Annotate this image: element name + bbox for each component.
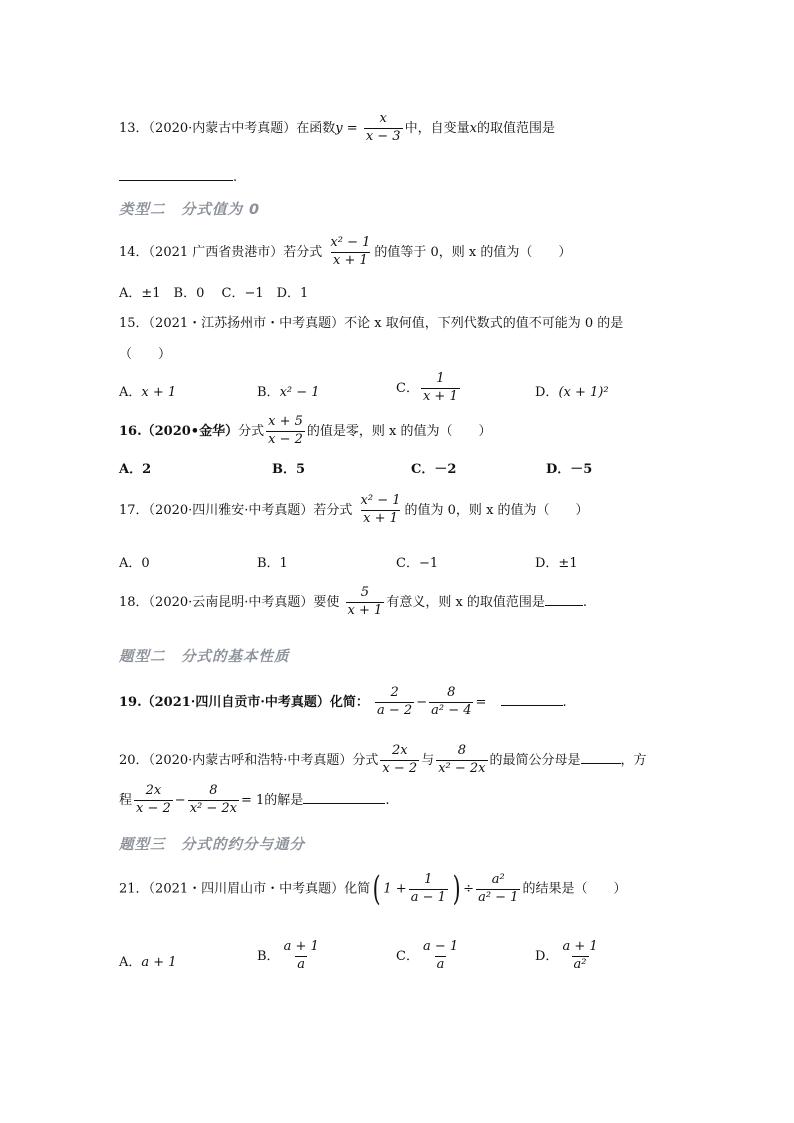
q20-eq-fraction-2: $\frac{8}{\text{x² − 2x}}$ [189, 783, 237, 816]
q14-fraction: $\frac{\text{x² − 1}}{x + 1}$ [330, 235, 371, 268]
question-21: 21．（2021・四川眉山市・中考真题）化简( 1 + $\frac{1}{a - 1}$ ) ÷ $\frac{\text{a²}}{\text{a² − 1}}$ 的结果是（ ） [119, 869, 627, 909]
q17-option-d[interactable]: D．±1 [535, 556, 578, 571]
q13-answer-line: . [119, 168, 237, 185]
q20-eq-fraction-1: $\frac{2x}{x - 2}$ [136, 783, 171, 816]
question-18: 18．（2020·云南昆明·中考真题）要使 $\frac{5}{x + 1}$ 有意义，则 x 的取值范围是 . [119, 585, 588, 618]
question-14: 14．（2021 广西省贵港市）若分式 $\frac{\text{x² − 1}}{x + 1}$ 的值等于 0，则 x 的值为（ ） [119, 235, 572, 268]
q21-option-b[interactable]: B． $\frac{a + 1}{a}$ [257, 939, 319, 972]
answer-blank[interactable] [501, 693, 563, 706]
answer-blank[interactable] [303, 791, 385, 804]
q13-eq: = [346, 120, 358, 136]
section-heading-1: 类型二 分式值为 0 [119, 202, 261, 218]
q13-fraction: $\frac{x}{x - 3}$ [365, 111, 401, 144]
section-heading-3: 题型三 分式的约分与通分 [119, 837, 305, 853]
left-paren: ( [372, 869, 381, 909]
q16-option-a[interactable]: A．2 [119, 462, 152, 477]
q16-option-d[interactable]: D．－5 [546, 462, 593, 477]
q21-option-c[interactable]: C． $\frac{a - 1}{a}$ [396, 939, 459, 972]
q17-option-b[interactable]: B．1 [257, 556, 288, 571]
q13-prefix: 13．（2020·内蒙古中考真题）在函数 [119, 120, 336, 136]
q17-fraction: $\frac{\text{x² − 1}}{x + 1}$ [360, 493, 401, 526]
question-19: 19.（2021·四川自贡市·中考真题）化简： $\frac{2}{a - 2}$ − $\frac{8}{\text{a² − 4}}$ = . [119, 685, 567, 718]
q21-option-a[interactable]: A．a + 1 [119, 955, 177, 970]
q13-y: y [335, 120, 343, 136]
q16-fraction: $\frac{x + 5}{x - 2}$ [268, 414, 303, 447]
question-20-line-2: 程 $\frac{2x}{x - 2}$ − $\frac{8}{\text{x² − 2x}}$ = 1的解是 . [119, 783, 390, 816]
q17-option-a[interactable]: A．0 [119, 556, 150, 571]
question-16: 16.（2020•金华）分式 $\frac{x + 5}{x - 2}$ 的值是零，则 x 的值为（ ） [119, 414, 492, 447]
q15-option-d[interactable]: D．(x + 1)² [535, 385, 609, 400]
q19-fraction-1: $\frac{2}{a - 2}$ [377, 685, 413, 718]
q18-fraction: $\frac{5}{x + 1}$ [347, 585, 383, 618]
q13-suffix: 中，自变量 [404, 120, 470, 136]
answer-blank[interactable] [545, 593, 583, 606]
q15-option-c[interactable]: C． $\frac{1}{x + 1}$ [396, 371, 458, 404]
q19-fraction-2: $\frac{8}{\text{a² − 4}}$ [431, 685, 472, 718]
answer-blank[interactable] [581, 751, 621, 764]
question-20: 20．（2020·内蒙古呼和浩特·中考真题）分式 $\frac{2x}{x - 2}$ 与 $\frac{8}{\text{x² − 2x}}$ 的最简公分母是 ，方 [119, 743, 647, 776]
q20-fraction-1: $\frac{2x}{x - 2}$ [382, 743, 418, 776]
q21-fraction: $\frac{\text{a²}}{\text{a² − 1}}$ [478, 871, 519, 905]
q15-paren: （ ） [119, 347, 172, 362]
q21-inner-fraction: $\frac{1}{a - 1}$ [410, 871, 446, 905]
q17-option-c[interactable]: C．−1 [396, 556, 439, 571]
q16-option-b[interactable]: B．5 [272, 462, 306, 477]
question-15: 15．（2021・江苏扬州市・中考真题）不论 x 取何值，下列代数式的值不可能为 0 的是 [119, 316, 624, 331]
q15-option-a[interactable]: A．x + 1 [119, 385, 177, 400]
q16-option-c[interactable]: C．－2 [411, 462, 457, 477]
q15-option-b[interactable]: B．x² − 1 [257, 385, 320, 400]
q21-option-d[interactable]: D． $\frac{a + 1}{\text{a²}}$ [535, 939, 598, 972]
question-13: 13．（2020·内蒙古中考真题）在函数y = $\frac{x}{x - 3}$ 中，自变量x的取值范围是 [119, 111, 555, 144]
answer-blank[interactable] [119, 168, 233, 181]
section-heading-2: 题型二 分式的基本性质 [119, 649, 290, 665]
question-17: 17．（2020·四川雅安·中考真题）若分式 $\frac{\text{x² − 1}}{x + 1}$ 的值为 0，则 x 的值为（ ） [119, 493, 589, 526]
right-paren: ) [452, 869, 461, 909]
q20-fraction-2: $\frac{8}{\text{x² − 2x}}$ [438, 743, 486, 776]
q14-options: A．±1 B．0 C．−1 D．1 [119, 286, 309, 301]
